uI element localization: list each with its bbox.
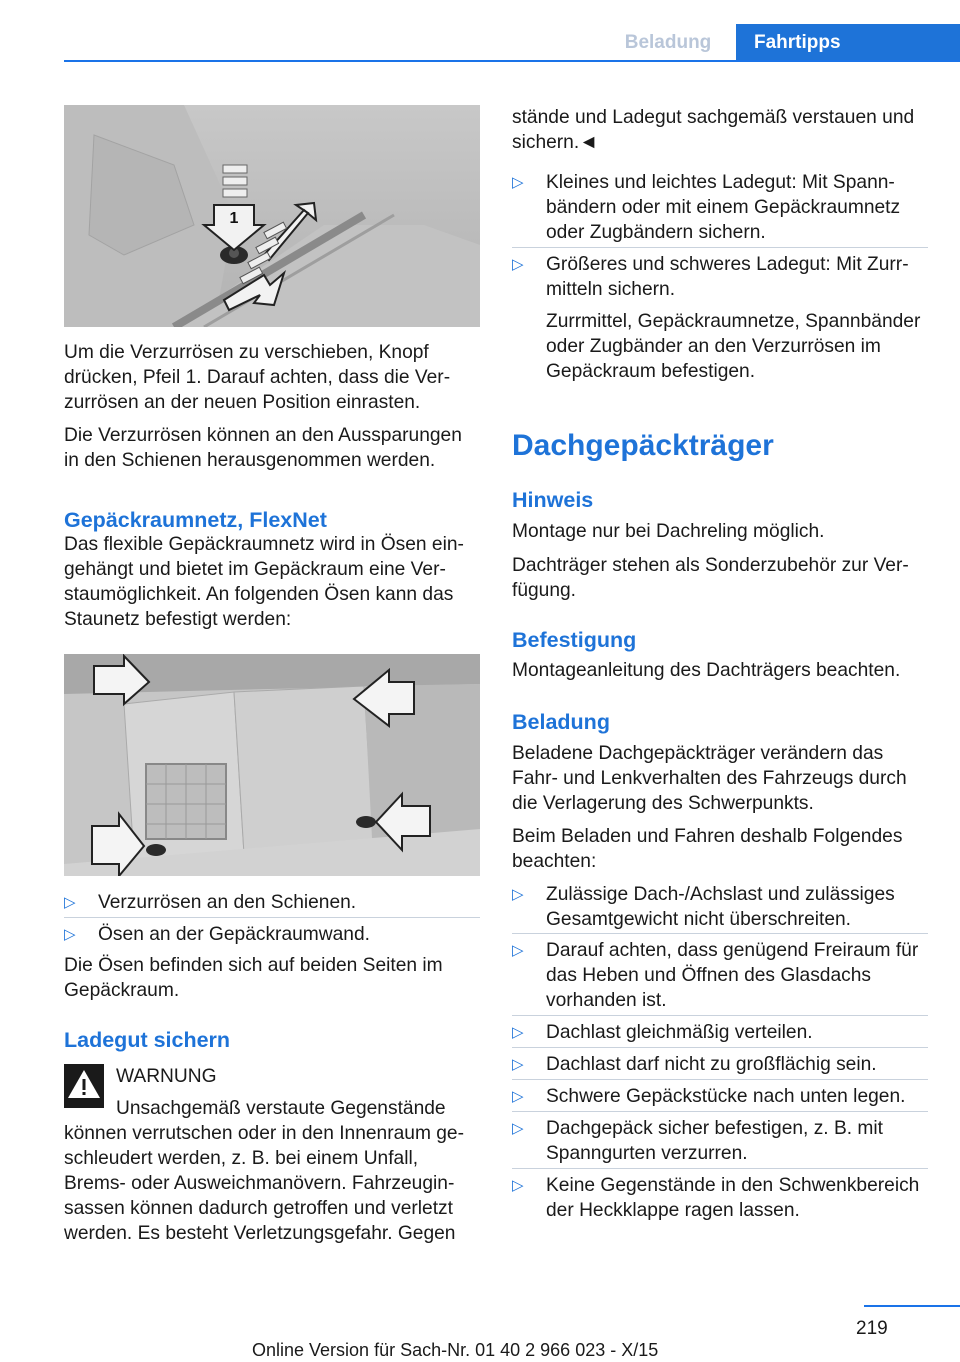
- divider: [512, 247, 928, 248]
- list-item-text: Schwere Gepäckstücke nach unten legen.: [546, 1086, 906, 1107]
- tab-beladung[interactable]: Beladung: [624, 32, 712, 53]
- paragraph-loading-2: Beim Beladen und Fahren deshalb Folgendes beachten:: [512, 826, 903, 872]
- paragraph-mounting: Montageanleitung des Dachträgers beachten.: [512, 660, 901, 681]
- footer-version-text: Online Version für Sach-Nr. 01 40 2 966 023 - X/15: [252, 1340, 659, 1360]
- bullet-triangle-icon: ▷: [512, 1120, 524, 1137]
- divider: [512, 1015, 928, 1016]
- paragraph-loading-1: Beladene Dachgepäckträger verändern das Fahr- und Lenkverhalten des Fahrzeugs durch die Verlagerung des Schwerpunkts.: [512, 743, 907, 814]
- bullet-triangle-icon: ▷: [512, 1024, 524, 1041]
- list-item: [512, 252, 928, 302]
- paragraph-note-1: Montage nur bei Dachreling möglich.: [512, 521, 825, 542]
- warning-title: WARNUNG: [116, 1066, 217, 1087]
- list-item: [512, 1052, 928, 1077]
- list-item: [512, 938, 928, 1013]
- paragraph-flexnet: Das flexible Gepäckraumnetz wird in Ösen eingehängt und bietet im Gepäckraum eine Verstaumöglichkeit. An folgenden Ösen kann das Staunetz befestigt werden:: [64, 534, 464, 630]
- page-number: 219: [856, 1318, 888, 1339]
- divider: [512, 1079, 928, 1080]
- paragraph-note-2: Dachträger stehen als Sonderzubehör zur Verfügung.: [512, 555, 909, 601]
- bullet-triangle-icon: ▷: [512, 1177, 524, 1194]
- heading-roof-rack: Dachgepäckträger: [512, 429, 774, 462]
- tie-down-rail-photo: [64, 105, 480, 327]
- warning-text-first-line: Unsachgemäß verstaute Gegenstände: [116, 1098, 446, 1119]
- divider: [512, 1047, 928, 1048]
- list-item: [512, 1020, 928, 1045]
- paragraph-remove-eyelets: Die Verzurrösen können an den Aussparungen in den Schienen herausgenommen werden.: [64, 425, 462, 471]
- bullet-triangle-icon: ▷: [512, 1056, 524, 1073]
- list-item: [512, 170, 928, 245]
- list-item-extra: Zurrmittel, Gepäckraumnetze, Spannbänder oder Zugbänder an den Verzurrösen im Gepäckraum befestigen.: [546, 311, 921, 382]
- bullet-triangle-icon: ▷: [64, 894, 76, 911]
- heading-secure-load: Ladegut sichern: [64, 1028, 231, 1052]
- header-rule: [64, 60, 960, 62]
- warning-text: können verrutschen oder in den Innenraum geschleudert werden, z. B. bei einem Unfall, Brems- oder Ausweichmanövern. Fahrzeuginsassen können dadurch getroffen und verletzt werden. Es besteht Verletzungsgefahr. Gegen: [64, 1123, 464, 1244]
- heading-note: Hinweis: [512, 488, 594, 512]
- list-item: [512, 1084, 928, 1109]
- list-item-text: Ösen an der Gepäckraumwand.: [98, 924, 370, 945]
- footer-rule: [864, 1305, 960, 1307]
- list-item-text: Dachgepäck sicher befestigen, z. B. mit Spanngurten verzurren.: [546, 1118, 884, 1164]
- heading-mounting: Befestigung: [512, 628, 637, 652]
- paragraph-eyelets-location: Die Ösen befinden sich auf beiden Seiten im Gepäckraum.: [64, 955, 443, 1001]
- bullet-triangle-icon: ▷: [64, 926, 76, 943]
- list-item: [512, 1173, 928, 1223]
- divider: [512, 1168, 928, 1169]
- list-item-text: Zulässige Dach-/Achslast und zulässiges Gesamtgewicht nicht überschreiten.: [546, 884, 895, 930]
- bullet-triangle-icon: ▷: [512, 886, 524, 903]
- list-item-text: Größeres und schweres Ladegut: Mit Zurrmitteln sichern.: [546, 254, 909, 300]
- list-item-text: Kleines und leichtes Ladegut: Mit Spannbändern oder mit einem Gepäckraumnetz oder Zugbändern sichern.: [546, 172, 901, 243]
- bullet-triangle-icon: ▷: [512, 174, 524, 191]
- list-item-text: Verzurrösen an den Schienen.: [98, 892, 357, 913]
- list-item-text: Keine Gegenstände in den Schwenkbereich der Heckklappe ragen lassen.: [546, 1175, 920, 1221]
- list-item-text: Darauf achten, dass genügend Freiraum für das Heben und Öffnen des Glasdachs vorhanden ist.: [546, 940, 919, 1011]
- list-item: [512, 882, 928, 932]
- list-item: [512, 1116, 928, 1166]
- bullet-triangle-icon: ▷: [512, 1088, 524, 1105]
- paragraph-move-eyelets: Um die Verzurrösen zu verschieben, Knopf drücken, Pfeil 1. Darauf achten, dass die Verzurrösen an der neuen Position einrasten.: [64, 342, 451, 413]
- bullet-triangle-icon: ▷: [512, 942, 524, 959]
- heading-flexnet: Gepäckraumnetz, FlexNet: [64, 508, 327, 532]
- tab-fahrtipps[interactable]: Fahrtipps: [736, 24, 960, 62]
- divider: [512, 933, 928, 934]
- divider: [512, 1111, 928, 1112]
- list-item-text: Dachlast gleichmäßig verteilen.: [546, 1022, 813, 1043]
- warning-icon: [64, 1064, 104, 1108]
- list-item: [64, 890, 480, 915]
- heading-loading: Beladung: [512, 710, 610, 734]
- list-item-text: Dachlast darf nicht zu großflächig sein.: [546, 1054, 877, 1075]
- bullet-triangle-icon: ▷: [512, 256, 524, 273]
- divider: [64, 917, 480, 918]
- cargo-area-eyelets-photo: [64, 654, 480, 876]
- photo-callout-number: 1: [229, 210, 239, 227]
- warning-text-continued: stände und Ladegut sachgemäß verstauen und sichern.◄: [512, 107, 915, 153]
- list-item: [64, 922, 480, 947]
